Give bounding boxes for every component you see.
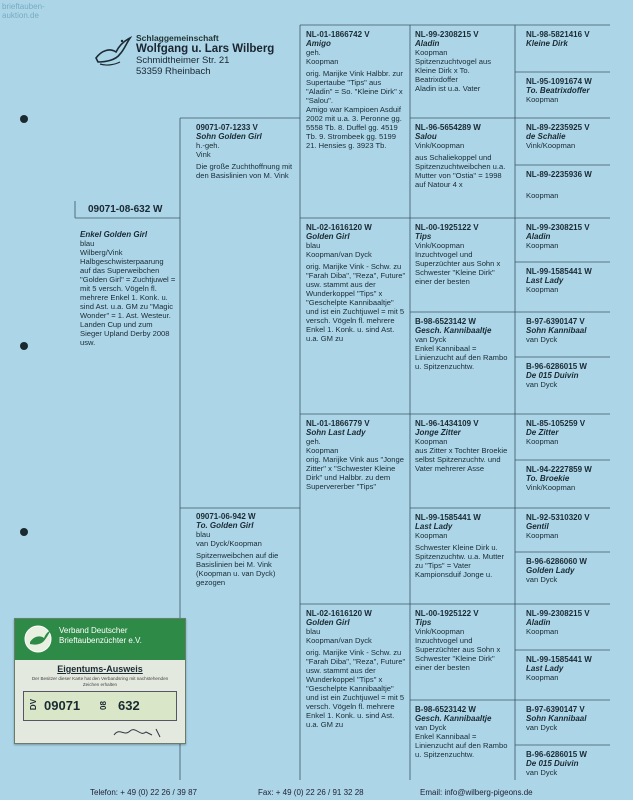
g4-4	[526, 170, 610, 200]
ggp-ring: NL-00-1925122 V	[415, 609, 479, 618]
main-bird-details	[80, 230, 176, 347]
g4-owner: van Dyck	[526, 723, 558, 732]
g4-name: Last Lady	[526, 276, 564, 285]
parent-name: Sohn Golden Girl	[196, 132, 262, 141]
ggp-owner: Vink/Koopman	[415, 141, 465, 150]
ggp-text: Spitzenzuchtvogel aus Kleine Dirk x To. Beatrixdoffer Aladin ist u.a. Vater	[415, 57, 491, 93]
card-club: 09071	[44, 698, 81, 713]
g4-ring: NL-98-5821416 V	[526, 30, 590, 39]
g4-ring: NL-89-2235936 W	[526, 170, 592, 179]
g4-name: De 015 Duivin	[526, 759, 579, 768]
grandparent-ring: NL-01-1866742 V	[306, 30, 370, 39]
card-org-line1: Verband Deutscher	[59, 626, 128, 635]
g4-name: To. Broekie	[526, 474, 570, 483]
g4-owner: van Dyck	[526, 768, 558, 777]
main-bird-color: blau	[80, 239, 95, 248]
grandparent-name: Golden Girl	[306, 618, 350, 627]
ggp-ring: NL-96-1434109 V	[415, 419, 479, 428]
g4-10	[526, 465, 610, 492]
ggp-ring: NL-00-1925122 V	[415, 223, 479, 232]
grandparent-owner: Koopman/van Dyck	[306, 636, 372, 645]
card-year: 08	[98, 701, 108, 710]
grandparent-ring: NL-02-1616120 W	[306, 609, 372, 618]
header-line1: Schlaggemeinschaft	[136, 33, 219, 43]
g4-9	[526, 419, 610, 446]
g4-16	[526, 750, 610, 777]
g4-name: de Schalie	[526, 132, 566, 141]
ggp-owner: Koopman	[415, 48, 448, 57]
ggp-text: Enkel Kannibaal = Linienzucht auf den Rambo u. Spitzenzuchtw.	[415, 732, 508, 759]
great-grandparent-1	[415, 30, 513, 93]
parent-ring: 09071-07-1233 V	[196, 123, 258, 132]
g4-13	[526, 609, 610, 636]
g4-name: Gentil	[526, 522, 549, 531]
g4-ring: NL-99-1585441 W	[526, 655, 592, 664]
grandparent-text: orig. Marijke Vink - Schw. zu "Farah Diba", "Reza", Future" usw. stammt aus der Wunderkoppel "Tips" x "Geschelpte Kannibaaltje" und ist ein Zuchtjuwel = mit 5 versch. Vögeln fl. mehrere Enkel 1. Konk. u. sind Ast. u.a. GM zu	[306, 648, 406, 729]
g4-ring: NL-99-2308215 V	[526, 223, 590, 232]
g4-15	[526, 705, 610, 732]
g4-owner: Koopman	[526, 627, 559, 636]
g4-owner: Koopman	[526, 437, 559, 446]
g4-5	[526, 223, 610, 250]
grandparent-color: geh.	[306, 48, 321, 57]
punch-hole-top	[20, 115, 28, 123]
grandparent-name: Golden Girl	[306, 232, 350, 241]
ggp-name: Aladin	[415, 39, 440, 48]
g4-14	[526, 655, 610, 682]
grandparent-1	[306, 30, 408, 150]
g4-ring: NL-85-105259 V	[526, 419, 586, 428]
g4-name: Last Lady	[526, 664, 564, 673]
signature-mark	[110, 723, 170, 741]
great-grandparent-3	[415, 223, 513, 286]
main-bird-owner: Wilberg/Vink	[80, 248, 123, 257]
ggp-name: Tips	[415, 618, 432, 627]
ggp-name: Tips	[415, 232, 432, 241]
ggp-ring: NL-99-2308215 V	[415, 30, 479, 39]
g4-name: Kleine Dirk	[526, 39, 568, 48]
great-grandparent-7	[415, 609, 513, 672]
ggp-owner: Koopman	[415, 437, 448, 446]
grandparent-color: geh.	[306, 437, 321, 446]
ggp-name: Gesch. Kannibaaltje	[415, 326, 492, 335]
great-grandparent-2	[415, 123, 513, 189]
g4-name: Golden Lady	[526, 566, 575, 575]
g4-11	[526, 513, 610, 540]
grandparent-color: blau	[306, 241, 321, 250]
grandparent-owner: Koopman	[306, 57, 339, 66]
grandparent-ring: NL-01-1866779 V	[306, 419, 370, 428]
g4-name: De Zitter	[526, 428, 559, 437]
parent-text: Spitzenweibchen auf die Basislinien bei M. Vink (Koopman u. van Dyck) gezogen	[196, 551, 279, 587]
watermark: brieftauben- auktion.de	[2, 2, 45, 20]
card-ring-number	[23, 691, 177, 721]
ggp-name: Gesch. Kannibaaltje	[415, 714, 492, 723]
g4-owner: van Dyck	[526, 575, 558, 584]
ggp-ring: NL-99-1585441 W	[415, 513, 481, 522]
ggp-text: Enkel Kannibaal = Linienzucht auf den Rambo u. Spitzenzuchtw.	[415, 344, 508, 371]
footer-fax: Fax: + 49 (0) 22 26 / 91 32 28	[258, 788, 364, 797]
grandparent-owner: Koopman	[306, 446, 339, 455]
g4-name: Sohn Kannibaal	[526, 326, 587, 335]
g4-owner: Vink/Koopman	[526, 141, 576, 150]
card-number: 632	[118, 698, 140, 713]
ggp-text: aus Schaliekoppel und Spitzenzuchtweibchen u.a. Mutter von "Ostia" = 1998 auf Natour 4 x	[415, 153, 506, 189]
g4-7	[526, 317, 610, 344]
ggp-text: Schwester Kleine Dirk u. Spitzenzuchtw. u.a. Mutter zu "Tips" = Vater Kampionsduif Jonge u.	[415, 543, 505, 579]
grandparent-text: orig. Marijke Vink aus "Jonge Zitter" x "Schwester Kleine Dirk" und Halbbr. zu dem Supervererber "Tips"	[306, 455, 404, 491]
g4-12	[526, 557, 610, 584]
card-header	[15, 619, 185, 660]
grandparent-color: blau	[306, 627, 321, 636]
grandparent-text: orig. Marijke Vink - Schw. zu "Farah Diba", "Reza", Future" usw. stammt aus der Wunderkoppel "Tips" x "Geschelpte Kannibaaltje" und ist ein Zuchtjuwel = mit 5 versch. Vögeln fl. mehrere Enkel 1. Konk. u. sind Ast. u.a. GM zu	[306, 262, 406, 343]
grandparent-owner: Koopman/van Dyck	[306, 250, 372, 259]
parent-ring: 09071-06-942 W	[196, 512, 256, 521]
ggp-owner: van Dyck	[415, 723, 447, 732]
great-grandparent-8	[415, 705, 513, 759]
ggp-ring: NL-96-5654289 W	[415, 123, 481, 132]
footer-phone: Telefon: + 49 (0) 22 26 / 39 87	[90, 788, 197, 797]
punch-hole-middle	[20, 342, 28, 350]
g4-1	[526, 30, 610, 48]
g4-name: Aladin	[526, 232, 551, 241]
header-line2: Wolfgang u. Lars Wilberg	[136, 43, 275, 55]
ggp-name: Salou	[415, 132, 437, 141]
pigeon-emblem-icon	[23, 624, 53, 654]
ggp-name: Last Lady	[415, 522, 453, 531]
g4-name: Aladin	[526, 618, 551, 627]
grandparent-4	[306, 609, 408, 729]
g4-owner: van Dyck	[526, 380, 558, 389]
g4-owner: Koopman	[526, 95, 559, 104]
grandparent-2	[306, 223, 408, 343]
punch-hole-lower	[20, 528, 28, 536]
g4-owner: Vink/Koopman	[526, 483, 576, 492]
g4-8	[526, 362, 610, 389]
parent-text: Die große Zuchthoffnung mit den Basislinien von M. Vink	[196, 162, 293, 180]
parent-owner: van Dyck/Koopman	[196, 539, 262, 548]
g4-ring: B-96-6286015 W	[526, 750, 587, 759]
great-grandparent-5	[415, 419, 513, 473]
g4-name: To. Beatrixdoffer	[526, 86, 590, 95]
g4-owner: Koopman	[526, 241, 559, 250]
card-title: Eigentums-Ausweis	[57, 664, 143, 674]
main-bird-name: Enkel Golden Girl	[80, 230, 148, 239]
ggp-ring: B-98-6523142 W	[415, 705, 476, 714]
main-bird-ring: 09071-08-632 W	[88, 204, 163, 215]
ownership-card	[14, 618, 186, 744]
g4-ring: NL-99-2308215 V	[526, 609, 590, 618]
g4-owner: Koopman	[526, 673, 559, 682]
grandparent-text: orig. Marijke Vink Halbbr. zur Supertaube "Tips" aus "Aladin" = So. "Kleine Dirk" x "Salou". Amigo war Kampioen Asduif 2002 mit u.a. 3. Peronne gg. 5558 Tb. 8. Duffel gg. 4519 Tb. 9. Strombeek gg. 5199 21. Hensies g. 3923 Tb.	[306, 69, 403, 150]
card-org-line2: Brieftaubenzüchter e.V.	[59, 636, 142, 645]
ggp-owner: Vink/Koopman	[415, 627, 465, 636]
g4-ring: B-96-6286015 W	[526, 362, 587, 371]
parent-name: To. Golden Girl	[196, 521, 254, 530]
ggp-ring: B-98-6523142 W	[415, 317, 476, 326]
great-grandparent-4	[415, 317, 513, 371]
g4-owner: Koopman	[526, 531, 559, 540]
g4-2	[526, 77, 610, 104]
card-prefix: DV	[29, 698, 39, 711]
grandparent-3	[306, 419, 408, 491]
ggp-name: Jonge Zitter	[415, 428, 461, 437]
ggp-text: Inzuchtvogel und Superzüchter aus Sohn x Schwester "Kleine Dirk" einer der besten	[415, 636, 501, 672]
parent-father	[196, 123, 296, 180]
parent-owner: Vink	[196, 150, 211, 159]
header-line3: Schmidtheimer Str. 21	[136, 55, 230, 66]
ggp-text: aus Zitter x Tochter Broekie selbst Spitzenzuchtv. und Vater mehrerer Asse	[415, 446, 508, 473]
g4-ring: B-97-6390147 V	[526, 317, 585, 326]
g4-name: De 015 Duivin	[526, 371, 579, 380]
grandparent-name: Sohn Last Lady	[306, 428, 366, 437]
g4-ring: B-96-6286060 W	[526, 557, 587, 566]
g4-owner: van Dyck	[526, 335, 558, 344]
ggp-owner: van Dyck	[415, 335, 447, 344]
card-small-text: Der Besitzer dieser Karte hat den Verbandsring mit nachstehenden Zeichen erhalten	[31, 676, 169, 687]
g4-ring: NL-99-1585441 W	[526, 267, 592, 276]
g4-3	[526, 123, 610, 150]
g4-ring: B-97-6390147 V	[526, 705, 585, 714]
parent-color: h.-geh.	[196, 141, 220, 150]
g4-6	[526, 267, 610, 294]
grandparent-ring: NL-02-1616120 W	[306, 223, 372, 232]
g4-ring: NL-89-2235925 V	[526, 123, 590, 132]
parent-color: blau	[196, 530, 211, 539]
g4-owner: Koopman	[526, 285, 559, 294]
header-line4: 53359 Rheinbach	[136, 66, 211, 77]
g4-name: Sohn Kannibaal	[526, 714, 587, 723]
g4-ring: NL-94-2227859 W	[526, 465, 592, 474]
card-org-name	[59, 626, 142, 646]
grandparent-name: Amigo	[306, 39, 331, 48]
g4-owner: Koopman	[526, 191, 559, 200]
ggp-text: Inzuchtvogel und Superzüchter aus Sohn x Schwester "Kleine Dirk" einer der besten	[415, 250, 501, 286]
parent-mother	[196, 512, 296, 587]
ggp-owner: Koopman	[415, 531, 448, 540]
g4-ring: NL-92-5310320 V	[526, 513, 590, 522]
g4-ring: NL-95-1091674 W	[526, 77, 592, 86]
footer-email: Email: info@wilberg-pigeons.de	[420, 788, 533, 797]
great-grandparent-6	[415, 513, 513, 579]
main-bird-text: Halbgeschwisterpaarung auf das Superweibchen "Golden Girl" = Zuchtjuwel = mit 5 versch. Vögeln fl. mehrere Enkel 1. Konk. u. sind Ast. u.a. GM zu "Magic Wonder" = 1. Ast. Westeur. Landen Cup und zum Sieger Upland Derby 2008 usw.	[80, 257, 176, 347]
ggp-owner: Vink/Koopman	[415, 241, 465, 250]
